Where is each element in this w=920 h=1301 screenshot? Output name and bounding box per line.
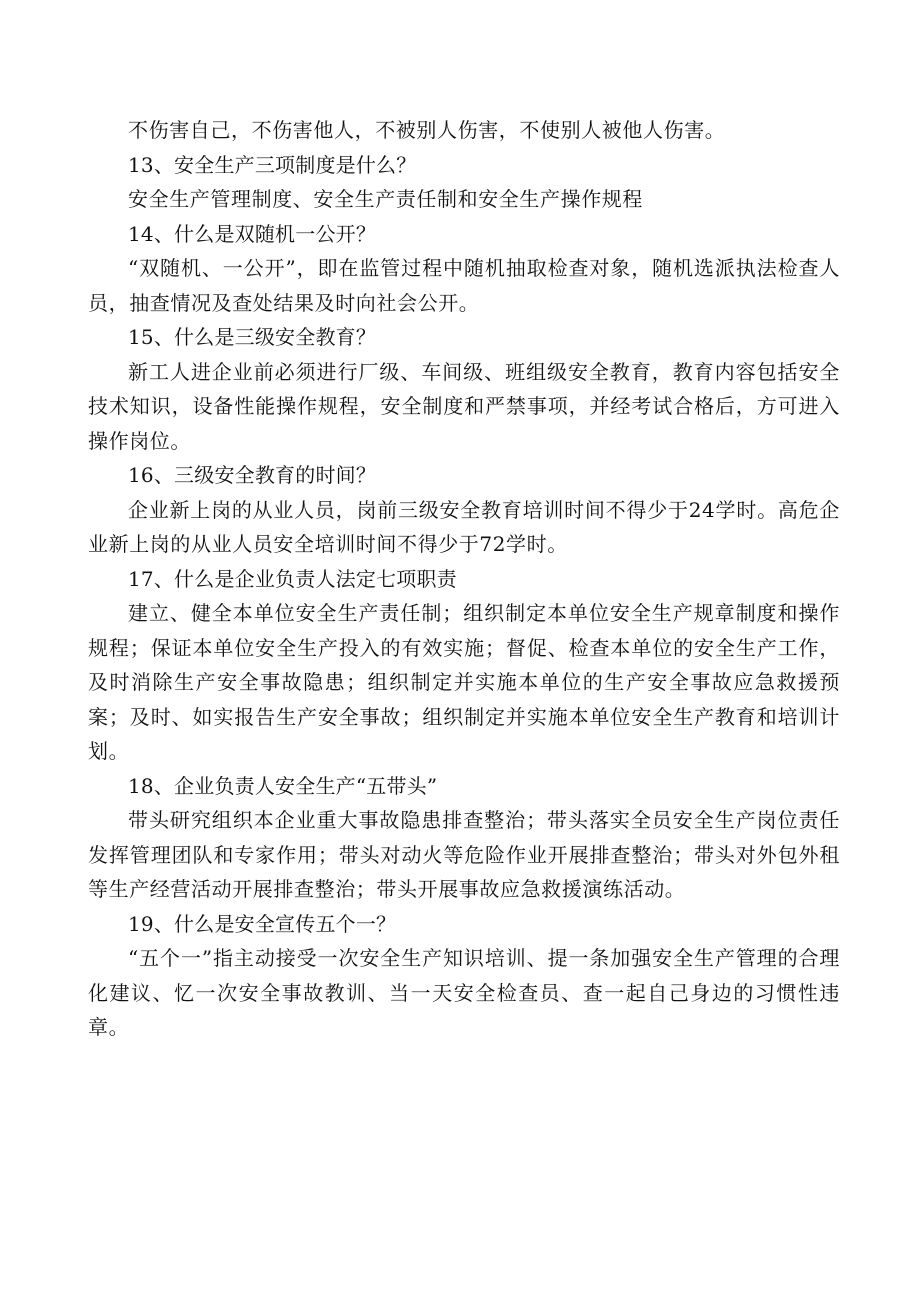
question-19-heading: 19、什么是安全宣传五个一？: [128, 911, 397, 936]
question-18-heading: 18、企业负责人安全生产“五带头”: [128, 773, 438, 798]
document-page: [88, 113, 840, 1045]
answer-12-text: 不伤害自己，不伤害他人，不被别人伤害，不使别人被他人伤害。: [128, 118, 726, 142]
question-13-heading: 13、安全生产三项制度是什么？: [128, 152, 417, 177]
answer-19-text: “五个一”指主动接受一次安全生产知识培训、提一条加强安全生产管理的合理化建议、忆一次安全事故教训、当一天安全检查员、查一起自己身边的习惯性违章。: [88, 946, 840, 1039]
answer-17-text: 建立、健全本单位安全生产责任制；组织制定本单位安全生产规章制度和操作规程；保证本单位安全生产投入的有效实施；督促、检查本单位的安全生产工作，及时消除生产安全事故隐患；组织制定并实施本单位的生产安全事故应急救援预案；及时、如实报告生产安全事故；组织制定并实施本单位安全生产教育和培训计划。: [88, 601, 840, 763]
question-15-heading: 15、什么是三级安全教育？: [128, 325, 377, 349]
answer-18-text: 带头研究组织本企业重大事故隐患排查整治；带头落实全员安全生产岗位责任发挥管理团队和专家作用；带头对动火等危险作业开展排查整治；带头对外包外租等生产经营活动开展排查整治；带头开展事故应急救援演练活动。: [88, 808, 840, 901]
answer-15-text: 新工人进企业前必须进行厂级、车间级、班组级安全教育，教育内容包括安全技术知识，设备性能操作规程，安全制度和严禁事项，并经考试合格后，方可进入操作岗位。: [88, 359, 840, 453]
answer-14-text: “双随机、一公开”，即在监管过程中随机抽取检查对象，随机选派执法检查人员，抽查情况及查处结果及时向社会公开。: [88, 256, 840, 315]
answer-16-text: 企业新上岗的从业人员，岗前三级安全教育培训时间不得少于24学时。高危企业新上岗的从业人员安全培训时间不得少于72学时。: [88, 497, 840, 556]
question-16-heading: 16、三级安全教育的时间？: [128, 463, 377, 487]
question-17-heading: 17、什么是企业负责人法定七项职责: [128, 566, 457, 591]
question-14-heading: 14、什么是双随机一公开？: [128, 221, 377, 246]
answer-13-text: 安全生产管理制度、安全生产责任制和安全生产操作规程: [128, 187, 643, 211]
